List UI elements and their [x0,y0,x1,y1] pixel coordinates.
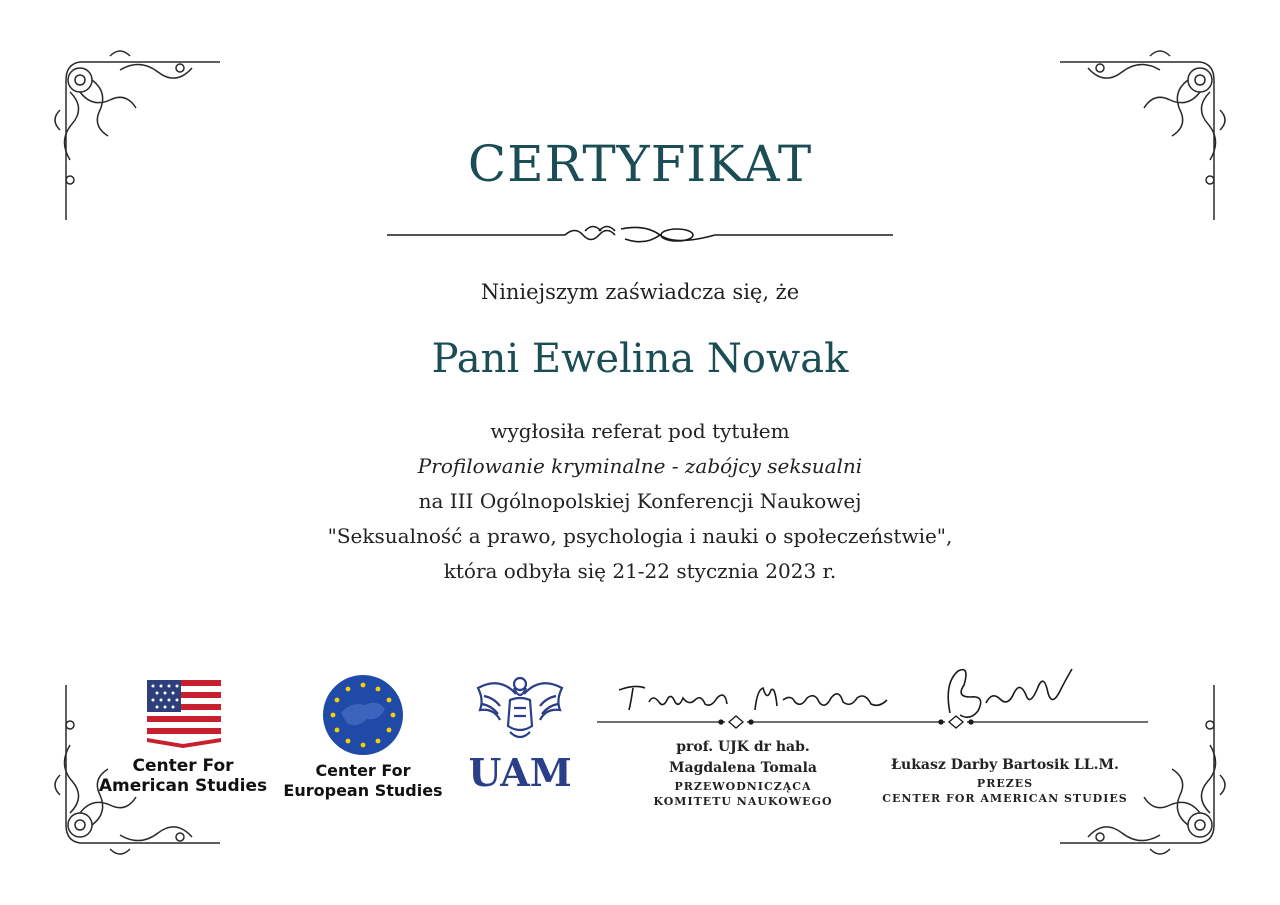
uam-logo [470,670,570,798]
cas-logo-line1: Center For [132,756,234,776]
signatory-2 [870,755,1140,806]
ces-logo [282,673,444,801]
certificate-title: CERTYFIKAT [467,135,813,193]
handwritten-signature-icon [930,663,1080,723]
signatory-1-name: Magdalena Tomala [669,760,817,776]
us-flag-icon [143,676,223,750]
signatory-2-name: Łukasz Darby Bartosik LL.M. [891,757,1119,773]
certificate-body [0,414,1280,589]
signatory-2-role-line1: PREZES [976,777,1034,790]
uam-logo-text: UAM [470,750,570,794]
signature-tomala [615,680,895,716]
eu-globe-icon [321,673,405,757]
signatory-1-role-line2: KOMITETU NAUKOWEGO [653,795,833,808]
body-line-conference-title: "Seksualność a prawo, psychologia i nauki o społeczeństwie", [327,524,953,548]
handwritten-signature-icon [615,680,895,716]
divider-flourish-icon [385,218,895,252]
cas-logo [98,676,268,796]
uam-eagle-emblem-icon [470,670,570,794]
body-line-presented: wygłosiła referat pod tytułem [490,419,790,443]
signature-bartosik [930,663,1080,723]
body-line-date: która odbyła się 21-22 stycznia 2023 r. [443,559,837,583]
signatory-1-title: prof. UJK dr hab. [676,739,810,755]
cas-logo-line2: American Studies [98,776,268,796]
signatory-1 [628,737,858,809]
signatory-1-role-line1: PRZEWODNICZĄCA [674,780,812,793]
ces-logo-line2: European Studies [283,781,443,800]
intro-text: Niniejszym zaświadcza się, że [480,280,800,304]
signatory-2-role-line2: CENTER FOR AMERICAN STUDIES [882,792,1128,805]
body-line-conference: na III Ogólnopolskiej Konferencji Naukowej [418,489,862,513]
ces-logo-line1: Center For [315,761,411,780]
recipient-name: Pani Ewelina Nowak [431,336,849,382]
talk-title: Profilowanie kryminalne - zabójcy seksualni [417,454,863,478]
title-divider [385,218,895,252]
